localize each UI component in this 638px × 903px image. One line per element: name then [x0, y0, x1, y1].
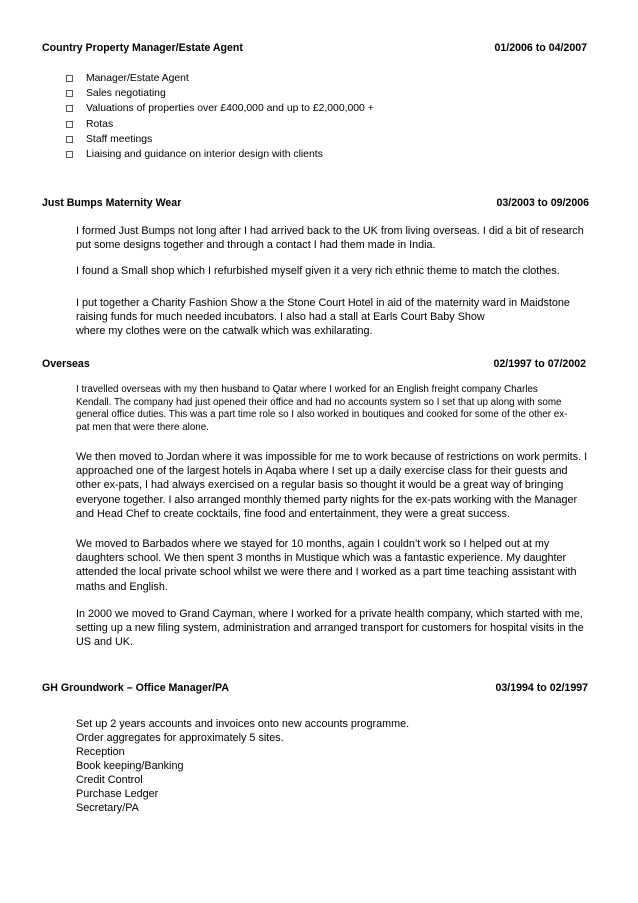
bullet-list-country-property [66, 71, 486, 162]
list-item: Valuations of properties over £400,000 and up to £2,000,000 + [66, 101, 486, 116]
list-item: Set up 2 years accounts and invoices onto new accounts programme. [76, 718, 410, 730]
checkbox-bullet-icon [66, 136, 73, 143]
checkbox-bullet-icon [66, 75, 73, 82]
list-item: Credit Control [76, 774, 143, 786]
paragraph: I formed Just Bumps not long after I had arrived back to the UK from living overseas. I did a bit of research put some designs together and through a contact I had them made in India. [76, 225, 584, 252]
paragraph: I put together a Charity Fashion Show a the Stone Court Hotel in aid of the maternity ward in Maidstone raising funds for much needed incubators. I also had a stall at Earls Court Baby Show where my clothes were on the catwalk which was exhilarating. [76, 297, 570, 338]
section-dates-country-property: 01/2006 to 04/2007 [494, 42, 587, 54]
checkbox-bullet-icon [66, 90, 73, 97]
list-item: Rotas [66, 117, 486, 132]
list-item: Sales negotiating [66, 86, 486, 101]
checkbox-bullet-icon [66, 151, 73, 158]
paragraph: I found a Small shop which I refurbished myself given it a very rich ethnic theme to match the clothes. [76, 265, 560, 277]
list-item: Reception [76, 746, 125, 758]
paragraph: I travelled overseas with my then husband to Qatar where I worked for an English freight company Charles Kendall. The company had just opened their office and had no accounts system so I set that up along with some general office duties. This was a part time role so I also worked in boutiques and cooked for some of the other ex- pat men that were there alone. [76, 384, 568, 433]
section-dates-overseas: 02/1997 to 07/2002 [493, 358, 586, 370]
section-title-just-bumps: Just Bumps Maternity Wear [42, 197, 182, 209]
section-dates-gh-groundwork: 03/1994 to 02/1997 [495, 682, 588, 694]
list-item: Secretary/PA [76, 802, 139, 814]
duties-list [76, 717, 409, 815]
list-item: Book keeping/Banking [76, 760, 184, 772]
list-item: Manager/Estate Agent [66, 71, 486, 86]
paragraph: We then moved to Jordan where it was impossible for me to work because of restrictions on work permits. I approached one of the largest hotels in Aqaba where I set up a daily exercise class for their guests and other ex-pats, I had always exercised on a regular basis so thought it would be a great way of bringing everyone together. I also arranged monthly themed party nights for the ex-pats working with the Manager and Head Chef to create cocktails, fine food and entertainment, they were a great success. [76, 451, 588, 520]
list-item: Order aggregates for approximately 5 sites. [76, 732, 284, 744]
section-title-country-property: Country Property Manager/Estate Agent [42, 42, 243, 54]
paragraph: We moved to Barbados where we stayed for 10 months, again I couldn’t work so I helped out at my daughters school. We then spent 3 months in Mustique which was a fantastic experience. My daughter attended the local private school whilst we were there and I worked as a part time teaching assistant with maths and English. [76, 538, 577, 593]
list-item: Liaising and guidance on interior design with clients [66, 147, 486, 162]
list-item: Purchase Ledger [76, 788, 159, 800]
section-title-gh-groundwork: GH Groundwork – Office Manager/PA [42, 682, 229, 694]
section-dates-just-bumps: 03/2003 to 09/2006 [496, 197, 589, 209]
section-title-overseas: Overseas [42, 358, 90, 370]
checkbox-bullet-icon [66, 105, 73, 112]
checkbox-bullet-icon [66, 121, 73, 128]
list-item: Staff meetings [66, 132, 486, 147]
paragraph: In 2000 we moved to Grand Cayman, where I worked for a private health company, which started with me, setting up a new filing system, administration and arranged transport for customers for hospital visits in the US and UK. [76, 608, 584, 649]
